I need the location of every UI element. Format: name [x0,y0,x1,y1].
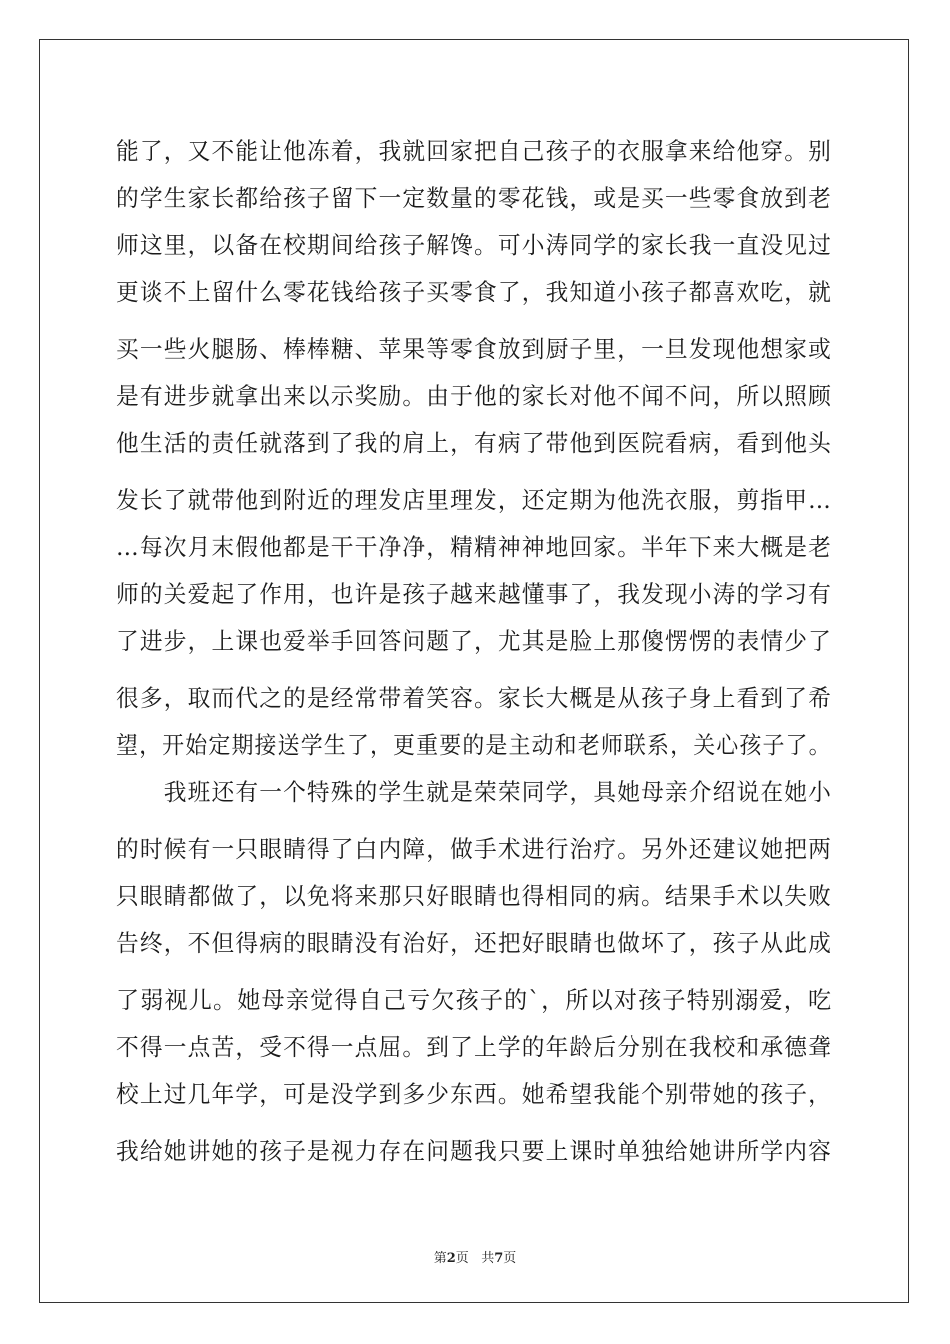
page-number: 2 [446,1251,456,1266]
text-line: 了弱视儿。她母亲觉得自己亏欠孩子的`，所以对孩子特别溺爱，吃 [116,986,833,1014]
text-line: 发长了就带他到附近的理发店里理发，还定期为他洗衣服，剪指甲… [116,486,832,514]
text-line: 更谈不上留什么零花钱给孩子买零食了，我知道小孩子都喜欢吃，就 [116,278,832,306]
text-line: …每次月末假他都是干干净净，精精神神地回家。半年下来大概是老 [116,533,832,561]
text-line: 是有进步就拿出来以示奖励。由于他的家长对他不闻不问，所以照顾 [116,382,832,410]
text-line: 望，开始定期接送学生了，更重要的是主动和老师联系，关心孩子了。 [116,731,832,759]
text-line: 师这里，以备在校期间给孩子解馋。可小涛同学的家长我一直没见过 [116,231,832,259]
text-line: 买一些火腿肠、棒棒糖、苹果等零食放到厨子里，一旦发现他想家或 [116,335,832,363]
page-footer [0,1247,950,1266]
total-suffix: 页 [503,1251,517,1266]
text-line: 能了，又不能让他冻着，我就回家把自己孩子的衣服拿来给他穿。别 [116,137,832,165]
page-prefix: 第 [433,1251,447,1266]
total-pages: 7 [494,1251,504,1266]
text-line: 师的关爱起了作用，也许是孩子越来越懂事了，我发现小涛的学习有 [116,580,832,608]
text-line: 不得一点苦，受不得一点屈。到了上学的年龄后分别在我校和承德聋 [116,1033,832,1061]
text-line: 我给她讲她的孩子是视力存在问题我只要上课时单独给她讲所学内容 [116,1137,832,1165]
text-line: 了进步，上课也爱举手回答问题了，尤其是脸上那傻愣愣的表情少了 [116,627,832,655]
text-line: 很多，取而代之的是经常带着笑容。家长大概是从孩子身上看到了希 [116,684,832,712]
page-suffix: 页 [455,1251,469,1266]
text-line: 只眼睛都做了，以免将来那只好眼睛也得相同的病。结果手术以失败 [116,882,832,910]
text-line: 的时候有一只眼睛得了白内障，做手术进行治疗。另外还建议她把两 [116,835,832,863]
text-line: 告终，不但得病的眼睛没有治好，还把好眼睛也做坏了，孩子从此成 [116,929,832,957]
total-prefix: 共 [481,1251,495,1266]
text-line: 他生活的责任就落到了我的肩上，有病了带他到医院看病，看到他头 [116,429,832,457]
page-frame [39,39,909,1303]
text-line: 我班还有一个特殊的学生就是荣荣同学，具她母亲介绍说在她小 [116,778,832,806]
text-line: 校上过几年学，可是没学到多少东西。她希望我能个别带她的孩子， [116,1080,832,1108]
text-line: 的学生家长都给孩子留下一定数量的零花钱，或是买一些零食放到老 [116,184,832,212]
